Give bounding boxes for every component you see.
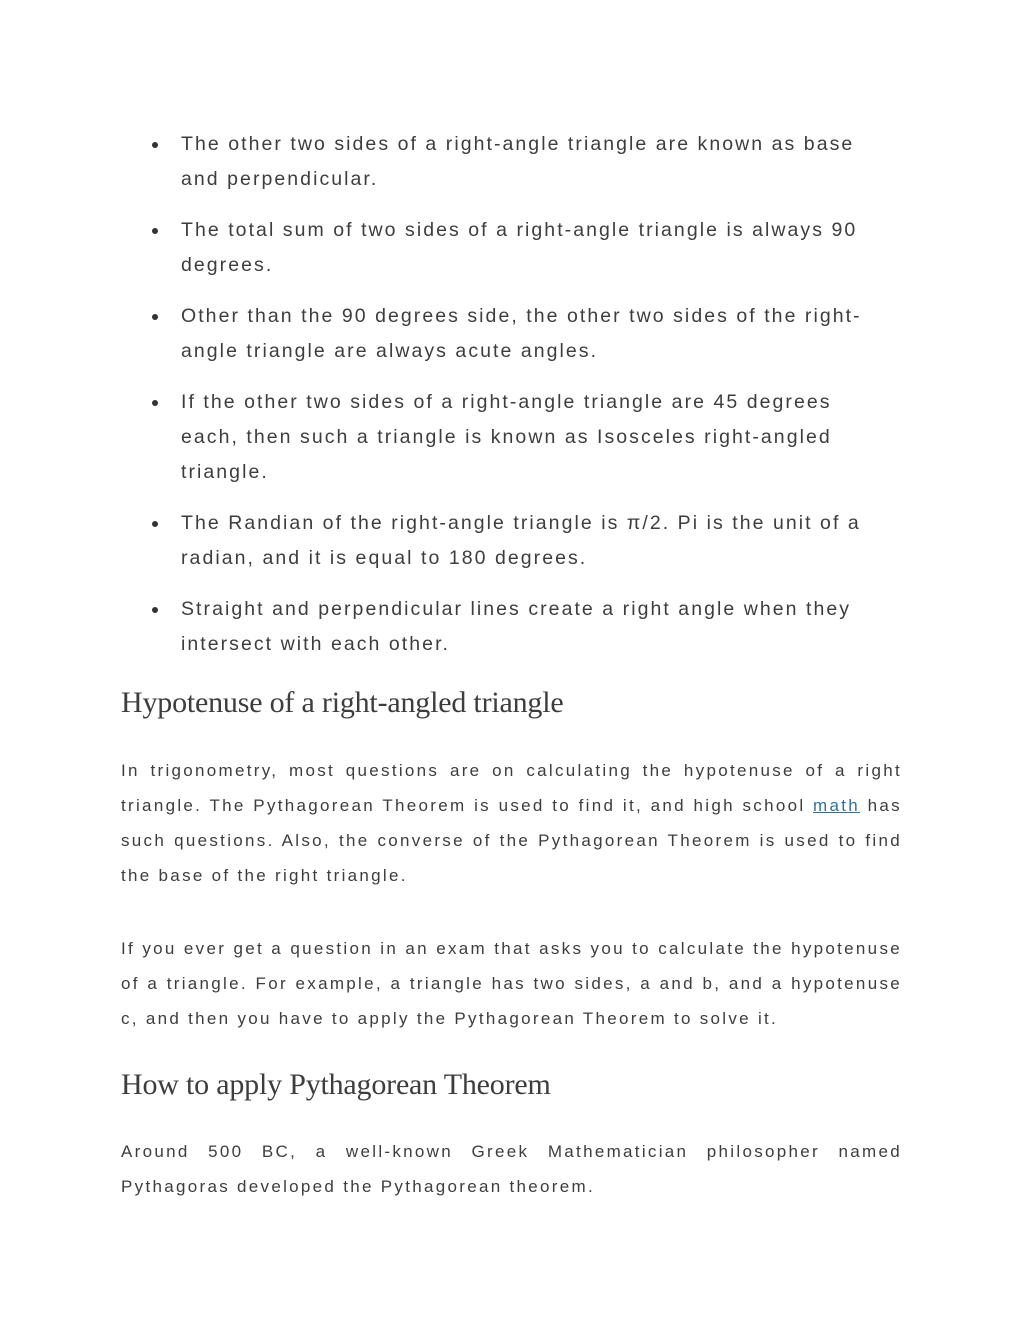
bullet-icon xyxy=(152,607,158,613)
list-item-text: Other than the 90 degrees side, the other two sides of the right-angle triangle are always acute angles. xyxy=(181,305,862,362)
bullet-list xyxy=(0,127,1024,678)
list-item xyxy=(0,127,881,197)
list-item xyxy=(0,506,881,576)
paragraph-text: In trigonometry, most questions are on calculating the hypotenuse of a right triangle. The Pythagorean Theorem is used to find it, and high school xyxy=(121,761,902,815)
list-item-text: Straight and perpendicular lines create a right angle when they intersect with each other. xyxy=(181,598,852,655)
section-heading-hypotenuse: Hypotenuse of a right-angled triangle xyxy=(121,686,564,719)
paragraph-hypotenuse-intro xyxy=(121,753,902,893)
list-item xyxy=(0,592,881,662)
bullet-icon xyxy=(152,228,158,234)
list-item xyxy=(0,385,881,490)
list-item-text: The Randian of the right-angle triangle is π/2. Pi is the unit of a radian, and it is equal to 180 degrees. xyxy=(181,512,861,569)
section-heading-apply-theorem: How to apply Pythagorean Theorem xyxy=(121,1068,551,1101)
bullet-icon xyxy=(152,521,158,527)
list-item-text: If the other two sides of a right-angle triangle are 45 degrees each, then such a triangle is known as Isosceles right-angled triangle. xyxy=(181,391,832,483)
bullet-icon xyxy=(152,400,158,406)
list-item-text: The other two sides of a right-angle triangle are known as base and perpendicular. xyxy=(181,133,855,190)
paragraph-apply-theorem: Around 500 BC, a well-known Greek Mathematician philosopher named Pythagoras developed the Pythagorean theorem. xyxy=(121,1142,902,1196)
math-link[interactable]: math xyxy=(813,796,861,815)
list-item xyxy=(0,299,881,369)
list-item xyxy=(0,213,881,283)
paragraph-hypotenuse-example: If you ever get a question in an exam that asks you to calculate the hypotenuse of a triangle. For example, a triangle has two sides, a and b, and a hypotenuse c, and then you have to apply the Pythagorean Theorem to solve it. xyxy=(121,939,902,1028)
paragraph-text: has such questions. Also, the converse of the Pythagorean Theorem is used to find the base of the right triangle. xyxy=(121,796,902,885)
bullet-icon xyxy=(152,142,158,148)
bullet-icon xyxy=(152,314,158,320)
list-item-text: The total sum of two sides of a right-angle triangle is always 90 degrees. xyxy=(181,219,858,276)
